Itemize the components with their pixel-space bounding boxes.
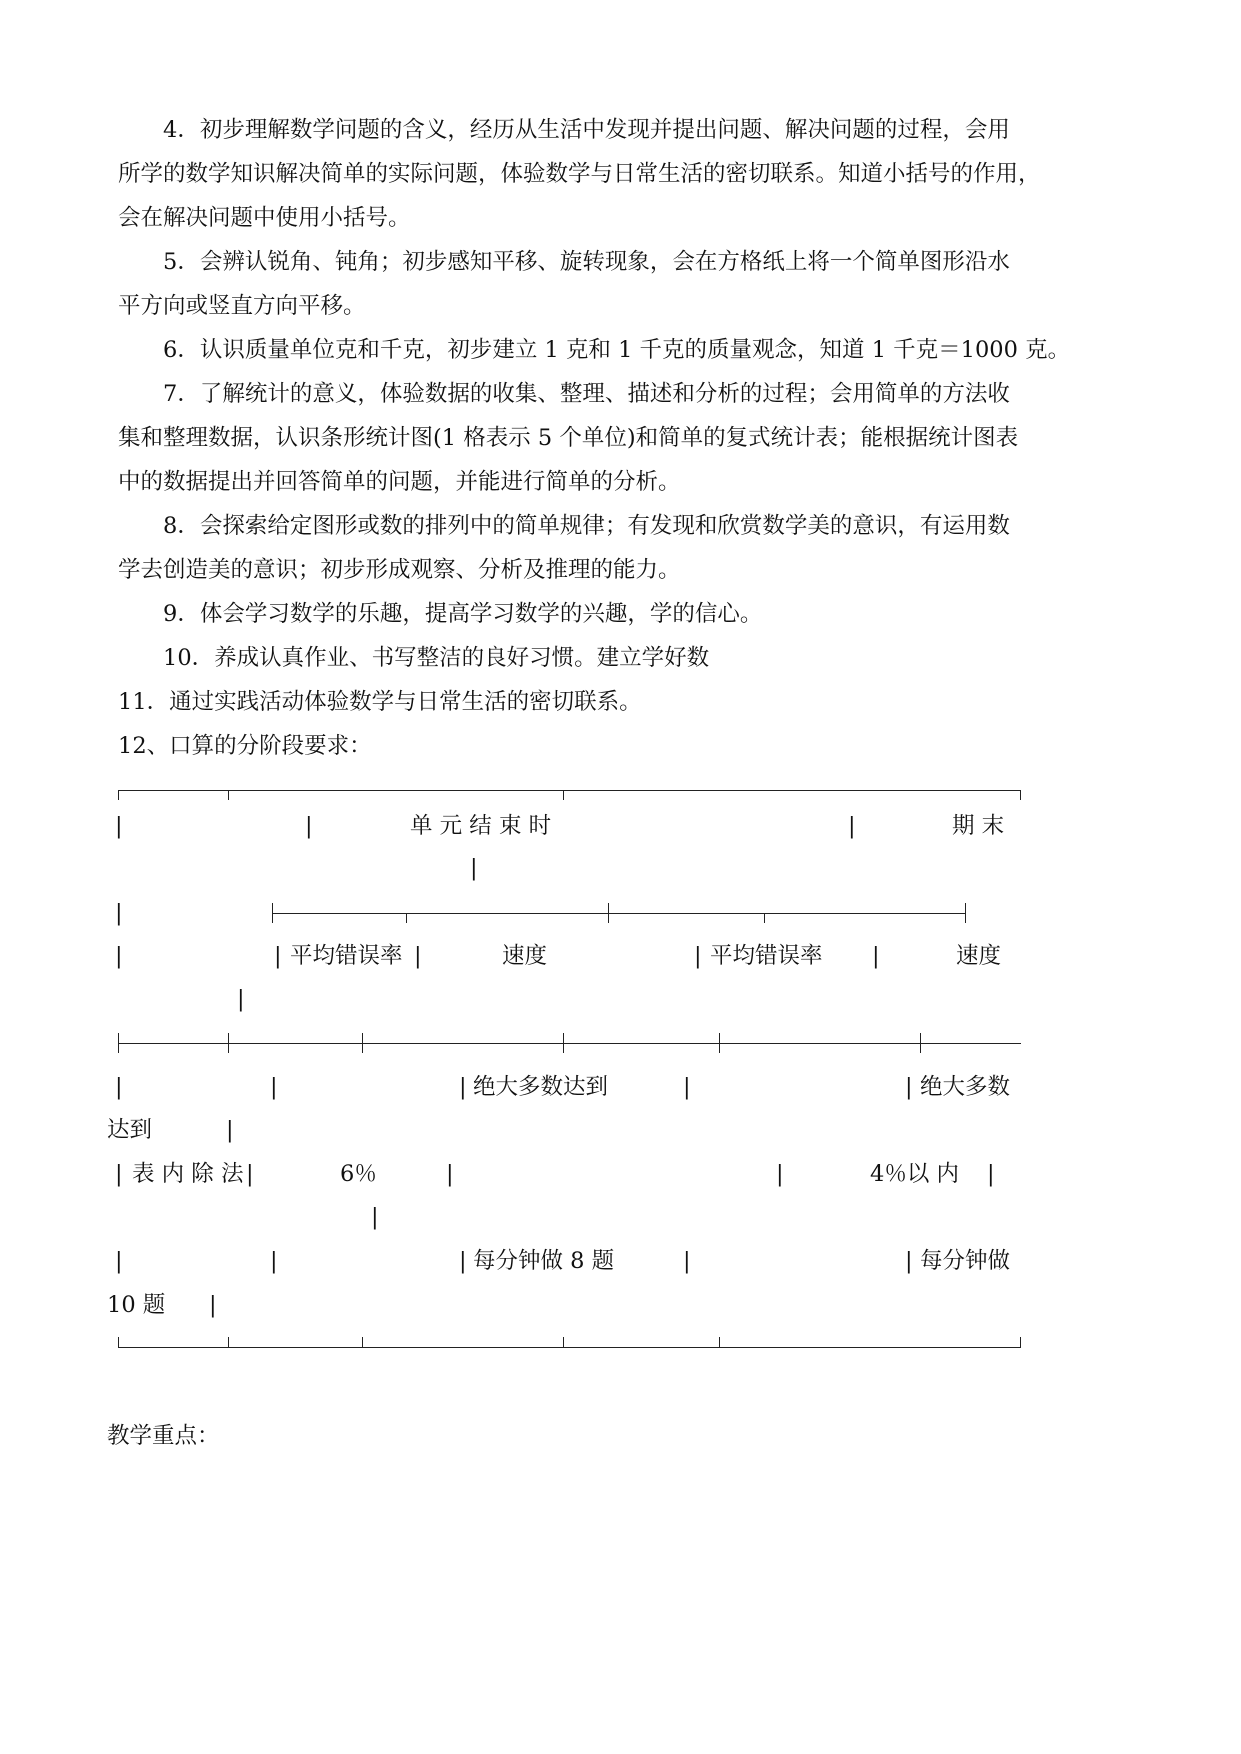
col-error-rate-unit: 平均错误率	[290, 943, 403, 969]
table-bar: |	[848, 813, 856, 839]
table-bar: |	[226, 1117, 234, 1143]
row-label-table-division: 表 内 除 法	[132, 1161, 244, 1187]
table-bar: |	[776, 1161, 784, 1187]
table-bar: |	[246, 1161, 254, 1187]
table-bar: |	[115, 1248, 123, 1274]
paragraph-4-line-2: 所学的数学知识解决简单的实际问题，体验数学与日常生活的密切联系。知道小括号的作用，	[118, 161, 1041, 187]
table-bar: |	[115, 813, 123, 839]
teaching-focus-heading: 教学重点：	[107, 1423, 220, 1449]
table-rule-3-left	[118, 1033, 119, 1053]
table-bar: |	[115, 943, 123, 969]
table-bottom-right-corner	[1020, 1337, 1021, 1347]
table-rule-2	[272, 913, 966, 914]
header-term-end: 期 末	[952, 813, 1005, 839]
table-bottom-tick-4	[719, 1337, 720, 1347]
table-bar: |	[683, 1074, 691, 1100]
table-bar: |	[371, 1204, 379, 1230]
table-bar: |	[694, 943, 702, 969]
paragraph-4-line-3: 会在解决问题中使用小括号。	[118, 205, 411, 231]
paragraph-10: 10．养成认真作业、书写整洁的良好习惯。建立学好数	[163, 645, 710, 671]
paragraph-8-line-2: 学去创造美的意识；初步形成观察、分析及推理的能力。	[118, 557, 681, 583]
table-bar: |	[274, 943, 282, 969]
paragraph-11: 11．通过实践活动体验数学与日常生活的密切联系。	[118, 689, 642, 715]
col-error-rate-term: 平均错误率	[710, 943, 823, 969]
table-rule-3	[118, 1043, 1021, 1044]
paragraph-8-line-1: 8．会探索给定图形或数的排列中的简单规律；有发现和欣赏数学美的意识，有运用数	[163, 513, 1010, 539]
table-rule-2-tick-3	[764, 913, 765, 923]
table-bar: |	[115, 1074, 123, 1100]
table-rule-3-tick-3	[563, 1033, 564, 1053]
paragraph-7-line-2: 集和整理数据，认识条形统计图(1 格表示 5 个单位)和简单的复式统计表；能根据统计图表	[118, 425, 1019, 451]
paragraph-7-line-3: 中的数据提出并回答简单的问题，并能进行简单的分析。	[118, 469, 681, 495]
paragraph-12-heading: 12、口算的分阶段要求：	[118, 733, 372, 759]
table-top-border	[118, 790, 1021, 791]
paragraph-6: 6．认识质量单位克和千克，初步建立 1 克和 1 千克的质量观念，知道 1 千克＝1000 克。	[163, 337, 1071, 363]
table-bar: |	[905, 1248, 913, 1274]
paragraph-5-line-2: 平方向或竖直方向平移。	[118, 293, 366, 319]
table-bar: |	[115, 1161, 123, 1187]
table-bar: |	[872, 943, 880, 969]
paragraph-4-line-1: 4．初步理解数学问题的含义，经历从生活中发现并提出问题、解决问题的过程，会用	[163, 117, 1010, 143]
table-bottom-border	[118, 1347, 1021, 1348]
table-top-tick-1	[228, 790, 229, 800]
error-rate-unit-value: 6％	[340, 1161, 377, 1187]
achieve-most-term-a: 绝大多数	[920, 1074, 1011, 1100]
table-bottom-tick-1	[228, 1337, 229, 1347]
table-rule-3-tick-4	[719, 1033, 720, 1053]
error-rate-term-value: 4％以 内	[870, 1161, 959, 1187]
table-top-left-corner	[118, 790, 119, 800]
table-bar: |	[446, 1161, 454, 1187]
table-bar: |	[683, 1248, 691, 1274]
table-bar: |	[470, 855, 478, 881]
col-speed-term: 速度	[956, 943, 1002, 969]
table-bar: |	[305, 813, 313, 839]
table-bar: |	[237, 986, 245, 1012]
speed-term-value-b: 10 题	[107, 1292, 166, 1318]
table-rule-2-tick-1	[406, 913, 407, 923]
table-bar: |	[459, 1248, 467, 1274]
speed-unit-value: 每分钟做 8 题	[473, 1248, 615, 1274]
paragraph-9: 9．体会学习数学的乐趣，提高学习数学的兴趣，学的信心。	[163, 601, 763, 627]
table-top-tick-2	[563, 790, 564, 800]
table-bar: |	[115, 900, 123, 926]
table-rule-3-tick-2	[362, 1033, 363, 1053]
table-bottom-left-corner	[118, 1337, 119, 1347]
table-bar: |	[270, 1248, 278, 1274]
table-bar: |	[209, 1292, 217, 1318]
header-unit-end: 单 元 结 束 时	[410, 813, 552, 839]
achieve-most-term-b: 达到	[107, 1117, 153, 1143]
achieve-most-unit: 绝大多数达到	[473, 1074, 609, 1100]
table-bottom-tick-2	[362, 1337, 363, 1347]
table-bar: |	[270, 1074, 278, 1100]
paragraph-7-line-1: 7．了解统计的意义，体验数据的收集、整理、描述和分析的过程；会用简单的方法收	[163, 381, 1010, 407]
table-top-right-corner	[1020, 790, 1021, 800]
table-rule-2-left	[272, 903, 273, 923]
table-bar: |	[905, 1074, 913, 1100]
table-bar: |	[414, 943, 422, 969]
table-rule-3-right	[920, 1033, 921, 1053]
table-bar: |	[459, 1074, 467, 1100]
table-bottom-tick-3	[563, 1337, 564, 1347]
paragraph-5-line-1: 5．会辨认锐角、钝角；初步感知平移、旋转现象，会在方格纸上将一个简单图形沿水	[163, 249, 1010, 275]
col-speed-unit: 速度	[502, 943, 548, 969]
speed-term-value-a: 每分钟做	[920, 1248, 1011, 1274]
table-bar: |	[987, 1161, 995, 1187]
table-rule-2-right	[965, 903, 966, 923]
table-rule-2-tick-2	[608, 903, 609, 923]
table-rule-3-tick-1	[228, 1033, 229, 1053]
